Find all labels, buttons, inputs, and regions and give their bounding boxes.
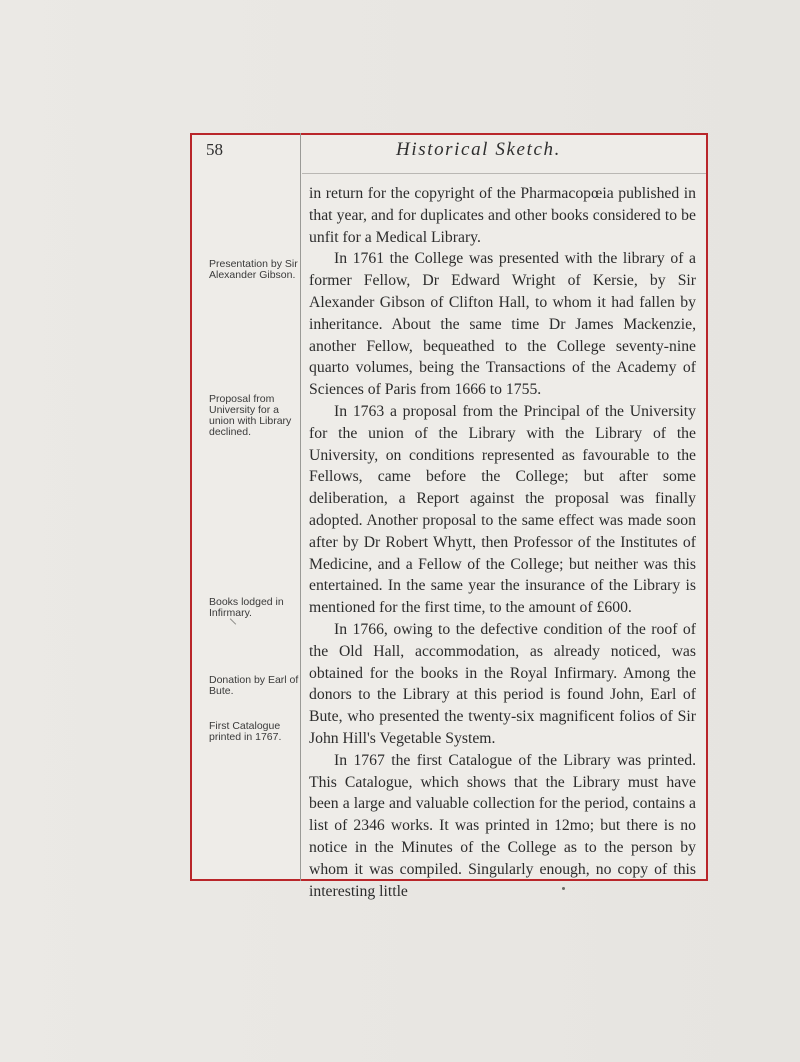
header-rule <box>302 173 706 174</box>
margin-note-donation: Donation by Earl of Bute. <box>209 674 299 697</box>
margin-note-catalogue: First Catalogue printed in 1767. <box>209 720 282 743</box>
paragraph: In 1766, owing to the defective condition of the roof of the Old Hall, accommodation, as already noticed, was obtained for the books in the Royal Infirmary. Among the donors to the Library at this period is found John, Earl of Bute, who presented the twenty-six magnificent folios of Sir John Hill's Vegetable System. <box>309 620 696 747</box>
margin-note-proposal: Proposal from University for a union with Library declined. <box>209 393 292 438</box>
margin-note-presentation: Presentation by Sir Alexander Gibson. <box>209 258 298 281</box>
margin-note-infirmary: Books lodged in Infirmary. <box>209 596 284 619</box>
paragraph: In 1767 the first Catalogue of the Library was printed. This Catalogue, which shows that the Library must have been a large and valuable collection for the period, contains a list of 2346 works. It was printed in 12mo; but there is no notice in the Minutes of the College as to the person by whom it was compiled. Singularly enough, no copy of this interesting little <box>309 751 696 900</box>
paragraph: In 1763 a proposal from the Principal of the University for the union of the Library with the Library of the University, on conditions represented as favourable to the Fellows, came before the College; but after some deliberation, a Report against the proposal was finally adopted. Another proposal to the same effect was made soon after by Dr Robert Whytt, then Professor of the Institutes of Medicine, and a Fellow of the College; but neither was this entertained. In the same year the insurance of the Library is mentioned for the first time, to the amount of £600. <box>309 402 696 617</box>
column-divider <box>300 133 301 881</box>
body-text <box>309 183 696 902</box>
page-number: 58 <box>206 140 223 159</box>
paragraph: in return for the copyright of the Pharmacopœia published in that year, and for duplicates and other books considered to be unfit for a Medical Library. <box>309 185 696 246</box>
paragraph: In 1761 the College was presented with the library of a former Fellow, Dr Edward Wright of Kersie, by Sir Alexander Gibson of Clifton Hall, to whom it had fallen by inheritance. About the same time Dr James Mackenzie, another Fellow, bequeathed to the College seventy-nine quarto volumes, being the Transactions of the Academy of Sciences of Paris from 1666 to 1755. <box>309 250 696 399</box>
running-title: Historical Sketch. <box>396 139 561 160</box>
